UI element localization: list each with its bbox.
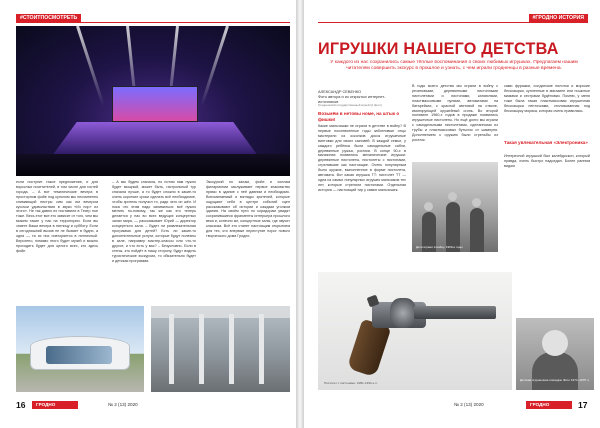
rubric-rule — [16, 22, 290, 23]
revolver-cylinder — [390, 298, 416, 328]
article-column-3: Экскурсий по залам, фойе и холлам филармонии заслуживает первое знакомство прямо в здание с неё давним и необходимо. Вспоминаемый и взгляды зрителей, которые ощущают себя в центре событий сцен рассказывают об истории и каждым уголком здания. На своём пути по коридорам увидят сохранившиеся фрагменты интерьера прошлого века и, конечно же, концертные залы, где звучит классика. Всё это станет настоящим открытием для тех, кто впервые переступит порог нового творческого дома Гродно. — [206, 180, 290, 238]
article-column-1: если поступит такое предложение, и для взрослых посетителей, в том числе для гостей города. – А вот тематические вечера в просторном фойе под куполом мы несомненно снимающий пестры сим как им вечером кусочки удовольствия в звуки «Из пор» из этого». Не так давно их поставили в Театр ное тоже. Весь этот все это зависит от того, чем мы можем такие у нас на территории. Если вы знаете Ваши вечера в пятницу и субботу. Если в сегодняшний вызов не не бывает в будни, а одна — та из них повторяется в пятничный. Вероятно, помимо этого будет музей и можно проходить будет для целого всех, кто здесь фойе. — [16, 180, 98, 253]
child-body — [532, 352, 578, 390]
child-head — [542, 330, 568, 356]
author-role: Фото автора и из открытых интернет-источников — [318, 94, 386, 104]
page-number: 17 — [578, 400, 588, 410]
child-head — [448, 192, 457, 201]
article-column-2: В годы моего детства мы играли в войну с резиновыми, деревянными пистонными пистолетами и пистонами, капсюлями, пластмассовыми пулями, автоматами на батарейках, с красной световой на стволе, имитирующей оружейный огонь. Во второй половине 1960-х годов в продаже появились игрушечные пистолеты. Но ещё долго мы играли с самодельными пистолетами, сделанными из трубы и пластмассовых бутылок от шампуня. Дополнением к оружию были стрельбы из рогаток. — [412, 84, 498, 142]
photo-credit: Гродненский государственный музей (2 фото) — [318, 103, 382, 107]
interior-hall-photo — [151, 306, 290, 392]
stage-screen — [112, 86, 198, 122]
kids-playing-photo — [412, 162, 498, 252]
stage-light — [200, 26, 229, 106]
stage-floor — [52, 122, 258, 156]
child-photo-caption: Детская игрушечная лошадка. Фото 1974–1975 гг. — [520, 378, 590, 382]
kids-photo-caption: Дети играют в войну. 1960-е годы — [416, 245, 463, 249]
brand-label: ГРОДНО — [526, 401, 572, 409]
right-page — [304, 0, 600, 428]
revolver-photo-caption: Пистолет с пистонами. 1980–1990-е гг. — [324, 381, 378, 385]
article-column-2: – А мы будем сначала, но потом нам нужно будет мощный, может быть, гастрольный тур сначала лучше, а то будет сложно в какие-то очень короткие сроки сделать всё необходимое, чтобы зритель получил то, ради чего он шёл. И пока что этим надо заниматься: всё нужно менять по-новому, так же как это теперь делается у нас во всех ведущих концертных залах мира, — рассказывает Юрий — директор концертного зала. – Будет ли развлекательная программа для детей? Есть ли какие-то дополнительные услуги, которые будут полезны в зале, например мастер-классы или что-то другое, и что есть у вас? – Безусловно. Если в стены, кто пойдёт в нашу сторону, будут водить туристические экскурсии, то обязательно будет и детская программа. — [112, 180, 196, 263]
audience — [16, 154, 290, 176]
spread-gutter — [296, 0, 304, 428]
toy-revolver-photo — [318, 272, 512, 390]
revolver-barrel — [414, 306, 496, 319]
concert-stage-photo — [16, 26, 290, 176]
article-column-3b: Интересной игрушкой был калейдоскоп, который правда, очень быстро надоедал. Более ранним видом — [504, 154, 590, 168]
article-column-1: Какие мальчишки не играли в детстве в войну? В первые послевоенные годы заботливые отцы мастерили из осколков досок игрушечные винтовки для своих сыновей. В каждой семье, у каждого ребёнка были самодельные сабли, деревянные ружья, рогатки. В конце 50-х в магазинах появились механические игрушки: деревянные пистолеты, пистолеты с пистонами, стрелявшие как настоящие. Очень популярным было оружие, выполненное в форме пистолета, автомата. Вот какая игрушка ТТ: пистолет ТТ — одна из самых популярных игрушек мальчиков тех лет, которые стреляли пистонами. Отдельная история — настоящий тир у самих мальчишек. — [318, 124, 406, 192]
subhead-electronics: Такая увлекательная «Электроника» — [504, 140, 588, 145]
left-page — [0, 0, 296, 428]
article-title: ИГРУШКИ НАШЕГО ДЕТСТВА — [318, 40, 559, 58]
section-rubric: #ГРОДНО ИСТОРИЯ — [529, 14, 588, 22]
hall-column — [229, 314, 234, 384]
rubric-rule — [318, 22, 588, 23]
author-name: АЛЕКСАНДР СЕВЕНКО — [318, 89, 362, 94]
article-column-3: сами фуражки, солдатские пилотки и морские бескозырки, купленные в магазине или пошитые мамами и сестрами будёновки. Помню, у меня тоже была такая пластмассовая игрушечная бескозырка ленточками, стилизованная под бескозырку моряка, которая очень нравилась. — [504, 84, 590, 113]
subhead-war-games: Возьмём в нетовы номе, на штык о фишки! — [318, 111, 400, 122]
philharmonic-building-photo — [16, 306, 144, 392]
issue-number: № 2 (13) 2020 — [454, 402, 484, 407]
child-head — [424, 202, 433, 211]
page-number: 16 — [16, 400, 26, 410]
hall-column — [169, 314, 174, 384]
brand-label: ГРОДНО — [32, 401, 78, 409]
stage-light — [76, 26, 105, 106]
issue-number: № 2 (13) 2020 — [108, 402, 138, 407]
section-rubric: #СТОИТПОСМОТРЕТЬ — [16, 14, 81, 22]
hall-column — [259, 314, 264, 384]
article-lead: У каждого из нас сохранились самые тёплые воспоминания о своих любимых игрушках. Предлагаем нашим читателям совершить экскурс в прошлое и узнать, с чем играли гродненцы в разные времена. — [330, 60, 578, 72]
building-facade — [46, 346, 112, 364]
hall-column — [199, 314, 204, 384]
author-byline — [318, 89, 392, 104]
child-head — [472, 198, 481, 207]
